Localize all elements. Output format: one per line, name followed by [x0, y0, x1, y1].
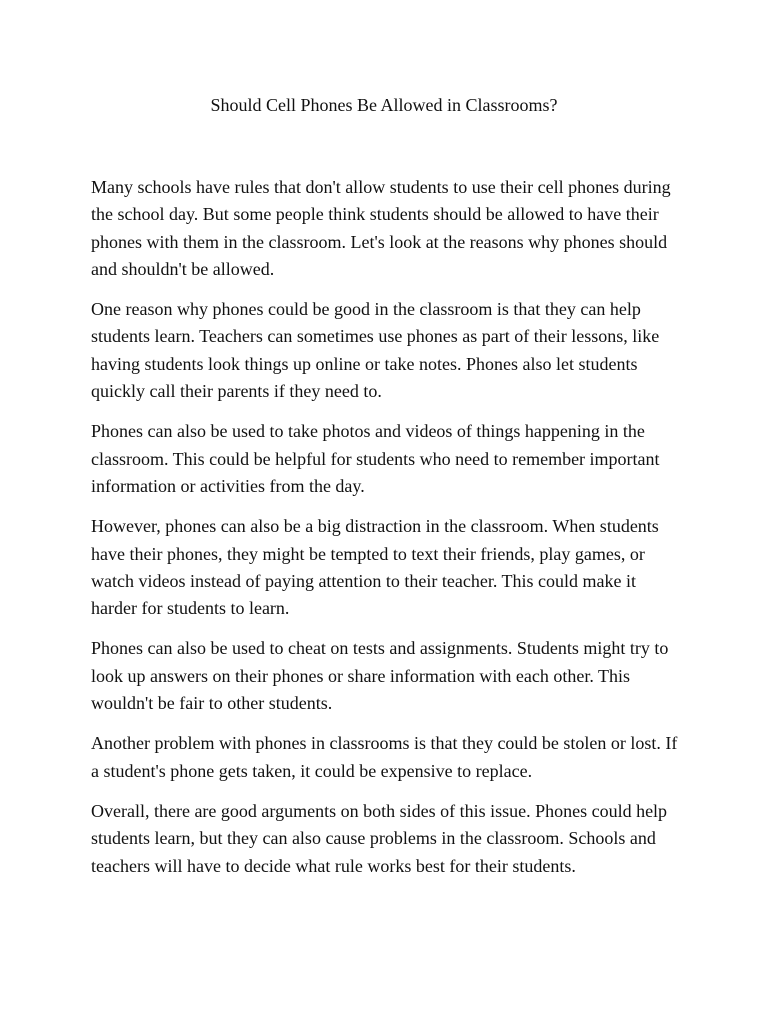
paragraph-2: One reason why phones could be good in the classroom is that they can help students learn. Teachers can sometimes use phones as part of their lessons, like having students look things up online or take notes. Phones also let students quickly call their parents if they need to.	[91, 299, 660, 402]
paragraph-1: Many schools have rules that don't allow students to use their cell phones during the school day. But some people think students should be allowed to have their phones with them in the classroom. Let's look at the reasons why phones should and shouldn't be allowed.	[91, 177, 671, 279]
paragraph-4: However, phones can also be a big distraction in the classroom. When students have their phones, they might be tempted to text their friends, play games, or watch videos instead of paying attention to their teacher. This could make it harder for students to learn.	[91, 516, 659, 619]
paragraph-6: Another problem with phones in classrooms is that they could be stolen or lost. If a student's phone gets taken, it could be expensive to replace.	[91, 733, 678, 781]
page-title: Should Cell Phones Be Allowed in Classrooms?	[210, 95, 558, 115]
paragraph-3: Phones can also be used to take photos and videos of things happening in the classroom. This could be helpful for students who need to remember important information or activities from the day.	[91, 421, 660, 496]
paragraph-5: Phones can also be used to cheat on tests and assignments. Students might try to look up answers on their phones or share information with each other. This wouldn't be fair to other students.	[91, 638, 669, 714]
paragraph-7: Overall, there are good arguments on both sides of this issue. Phones could help students learn, but they can also cause problems in the classroom. Schools and teachers will have to decide what rule works best for their students.	[91, 800, 668, 876]
document-body	[91, 174, 681, 893]
